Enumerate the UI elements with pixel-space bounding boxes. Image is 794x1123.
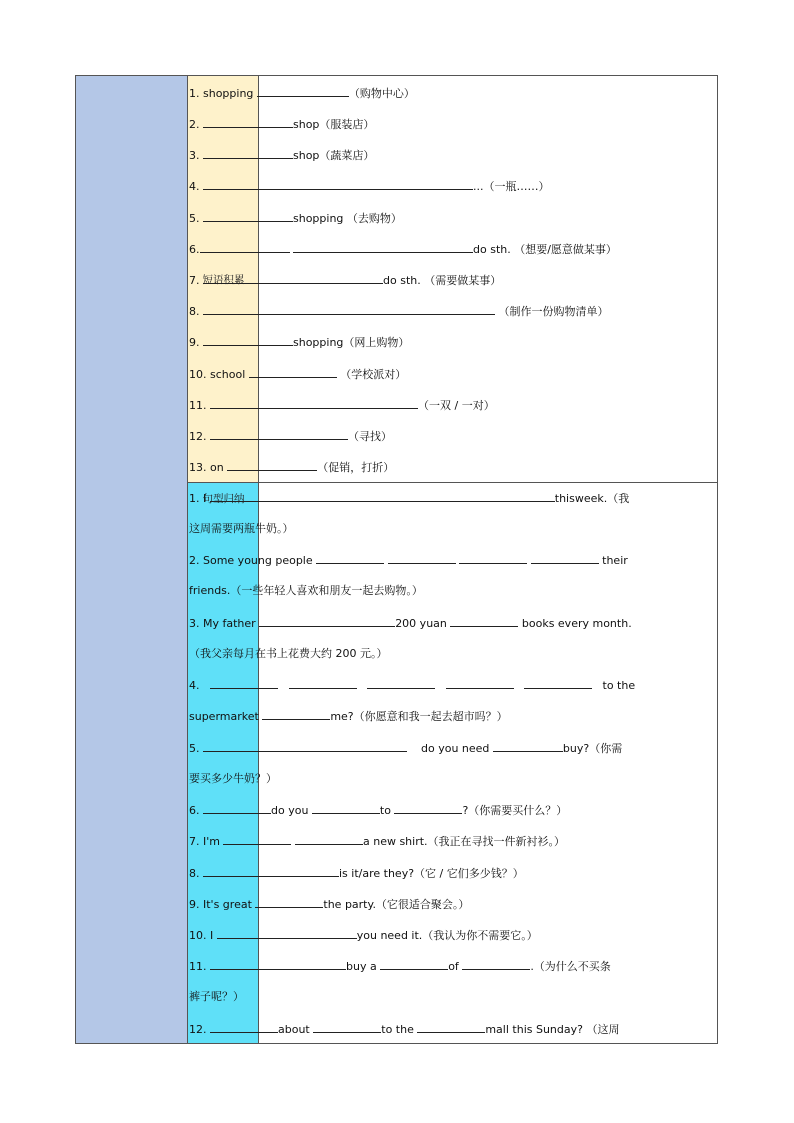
phrase-6: 6. do sth. （想要/愿意做某事） (189, 243, 617, 256)
sentence-12: 12. about to the mall this Sunday? （这周 (189, 1023, 620, 1036)
section-divider (188, 482, 717, 483)
answer-blank[interactable] (217, 927, 357, 939)
answer-blank[interactable] (450, 615, 518, 627)
answer-blank[interactable] (271, 740, 339, 752)
answer-blank[interactable] (203, 303, 495, 315)
phrase-13: 13. on （促销，打折） (189, 461, 395, 474)
phrase-2: 2. shop（服装店） (189, 118, 375, 131)
sentence-1-line-1: 1. I thisweek.（我 (189, 492, 630, 505)
answer-blank[interactable] (271, 865, 339, 877)
answer-blank[interactable] (203, 740, 271, 752)
phrase-9: 9. shopping（网上购物） (189, 336, 410, 349)
answer-blank[interactable] (255, 896, 323, 908)
answer-blank[interactable] (210, 677, 278, 689)
sentence-7: 7. I'm a new shirt.（我正在寻找一件新衬衫。） (189, 835, 566, 848)
sentence-10: 10. I you need it.（我认为你不需要它。） (189, 929, 538, 942)
answer-blank[interactable] (293, 241, 473, 253)
answer-blank[interactable] (295, 833, 363, 845)
answer-blank[interactable] (493, 740, 563, 752)
answer-blank[interactable] (388, 552, 456, 564)
phrase-8: 8. （制作一份购物清单） (189, 305, 609, 318)
sentence-1-line-2: 这周需要两瓶牛奶。） (189, 522, 294, 535)
answer-blank[interactable] (200, 241, 290, 253)
phrase-3: 3. shop（蔬菜店） (189, 149, 375, 162)
answer-blank[interactable] (210, 490, 555, 502)
phrase-5: 5. shopping （去购物） (189, 212, 402, 225)
phrase-10: 10. school （学校派对） (189, 368, 407, 381)
answer-blank[interactable] (203, 116, 293, 128)
answer-blank[interactable] (249, 366, 337, 378)
sentence-4-line-1: 4. to the (189, 679, 636, 692)
answer-blank[interactable] (262, 708, 330, 720)
answer-blank[interactable] (417, 1021, 485, 1033)
answer-blank[interactable] (257, 85, 349, 97)
answer-blank[interactable] (203, 802, 271, 814)
sentence-11-line-2: 裤子呢？） (189, 990, 244, 1003)
answer-blank[interactable] (210, 428, 348, 440)
sentences-section-label: 句型归纳 (202, 493, 245, 505)
answer-blank[interactable] (316, 552, 384, 564)
sentence-6: 6. do you to ?（你需要买什么？） (189, 804, 568, 817)
sentence-8: 8. is it/are they?（它 / 它们多少钱？） (189, 867, 524, 880)
answer-blank[interactable] (227, 459, 317, 471)
answer-blank[interactable] (313, 1021, 381, 1033)
sentence-5-line-1: 5. do you need buy?（你需 (189, 742, 623, 755)
answer-blank[interactable] (339, 740, 407, 752)
answer-blank[interactable] (203, 865, 271, 877)
answer-blank[interactable] (524, 677, 592, 689)
phrase-4: 4. ...（一瓶……） (189, 180, 550, 193)
sentence-11-line-1: 11. buy a of .（为什么不买条 (189, 960, 611, 973)
phrase-1: 1. shopping （购物中心） (189, 87, 415, 100)
sentence-2-line-1: 2. Some young people their (189, 554, 628, 567)
answer-blank[interactable] (394, 802, 462, 814)
sentence-4-line-2: supermarket me?（你愿意和我一起去超市吗？） (189, 710, 508, 723)
answer-blank[interactable] (380, 958, 448, 970)
answer-blank[interactable] (289, 677, 357, 689)
sentence-2-line-2: friends.（一些年轻人喜欢和朋友一起去购物。） (189, 584, 423, 597)
phrase-11: 11. （一双 / 一对） (189, 399, 495, 412)
phrase-7: 7. do sth. （需要做某事） (189, 274, 502, 287)
answer-blank[interactable] (259, 615, 327, 627)
answer-blank[interactable] (312, 802, 380, 814)
phrase-12: 12. （寻找） (189, 430, 392, 443)
answer-blank[interactable] (210, 397, 418, 409)
sentence-5-line-2: 要买多少牛奶？） (189, 772, 277, 785)
answer-blank[interactable] (278, 958, 346, 970)
sentence-3-line-1: 3. My father 200 yuan books every month. (189, 617, 632, 630)
answer-blank[interactable] (459, 552, 527, 564)
answer-blank[interactable] (203, 334, 293, 346)
answer-blank[interactable] (531, 552, 599, 564)
answer-blank[interactable] (203, 178, 473, 190)
answer-blank[interactable] (210, 1021, 278, 1033)
answer-blank[interactable] (462, 958, 530, 970)
phrases-section-label: 短语积累 (202, 274, 245, 286)
answer-blank[interactable] (210, 958, 278, 970)
answer-blank[interactable] (203, 272, 383, 284)
sentence-9: 9. It's great the party.（它很适合聚会。） (189, 898, 470, 911)
answer-blank[interactable] (203, 147, 293, 159)
sentence-3-line-2: （我父亲每月在书上花费大约 200 元。） (189, 647, 388, 660)
answer-blank[interactable] (446, 677, 514, 689)
answer-blank[interactable] (327, 615, 395, 627)
answer-blank[interactable] (203, 210, 293, 222)
answer-blank[interactable] (367, 677, 435, 689)
answer-blank[interactable] (223, 833, 291, 845)
left-blue-column (76, 76, 188, 1043)
